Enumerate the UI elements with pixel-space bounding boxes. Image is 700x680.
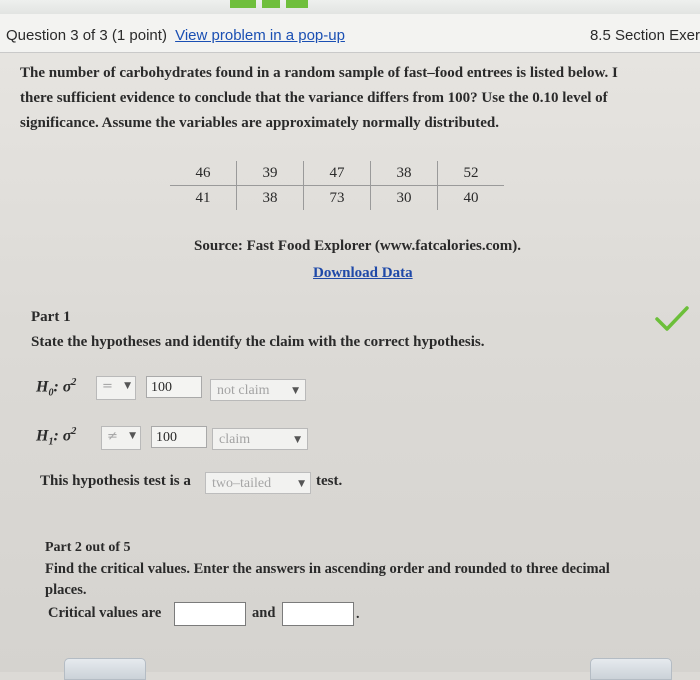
question-header [0, 14, 700, 53]
part1-title: Part 1 [31, 309, 71, 325]
h0-var: H [36, 378, 49, 396]
chevron-down-icon: ▼ [129, 431, 136, 441]
table-row [170, 161, 504, 186]
data-cell: 73 [304, 186, 371, 211]
top-strip-tab [286, 0, 308, 8]
h1-value-input[interactable]: 100 [151, 426, 207, 448]
critical-values-label: Critical values are [48, 605, 162, 621]
critical-values-period: . [356, 607, 360, 622]
data-cell: 52 [438, 161, 505, 186]
problem-statement [20, 61, 700, 136]
question-info [6, 27, 345, 44]
data-source: Source: Fast Food Explorer (www.fatcalories.com). [194, 238, 522, 254]
data-cell: 40 [463, 189, 479, 206]
h1-rest: : σ [53, 427, 72, 445]
critical-value-1-input[interactable] [174, 602, 246, 626]
question-points: (1 point) [111, 27, 167, 44]
top-strip-tab [262, 0, 280, 8]
chevron-down-icon: ▼ [124, 381, 131, 391]
part2-instruction-line: Find the critical values. Enter the answers in ascending order and rounded to three decimal [45, 561, 610, 577]
section-title: 8.5 Section Exer [589, 27, 700, 44]
data-cell: 41 [170, 186, 237, 211]
chevron-down-icon: ▼ [292, 386, 299, 396]
test-type-value: two–tailed [212, 476, 272, 491]
problem-line: The number of carbohydrates found in a random sample of fast–food entrees is listed below. I [20, 65, 618, 81]
part1-instruction: State the hypotheses and identify the claim with the correct hypothesis. [31, 334, 485, 350]
data-cell: 38 [237, 186, 304, 211]
h1-sup: 2 [71, 426, 77, 437]
h0-operator-value: = [102, 379, 113, 394]
critical-values-and: and [252, 605, 276, 621]
part2-title: Part 2 out of 5 [45, 540, 131, 555]
part2-instruction-line: places. [45, 582, 87, 598]
data-cell: 30 [371, 186, 438, 211]
chevron-down-icon: ▼ [294, 435, 301, 445]
h0-sup: 2 [71, 377, 77, 388]
chevron-down-icon: ▼ [298, 479, 305, 489]
bottom-button[interactable] [590, 658, 672, 680]
test-type-prefix: This hypothesis test is a [40, 473, 191, 489]
checkmark-icon [654, 305, 690, 333]
problem-line: there sufficient evidence to conclude that the variance differs from 100? Use the 0.10 level of [20, 90, 608, 106]
problem-line: significance. Assume the variables are approximately normally distributed. [20, 115, 500, 131]
top-strip-tab [230, 0, 256, 8]
table-row [170, 186, 504, 211]
h1-operator-select[interactable] [101, 426, 141, 450]
data-cell: 39 [237, 161, 304, 186]
problem-content [0, 53, 700, 672]
h1-claim-value: claim [219, 432, 251, 447]
carbohydrate-data-table [170, 161, 504, 210]
h0-rest: : σ [53, 378, 72, 396]
download-data-link[interactable]: Download Data [313, 265, 413, 281]
question-number: Question 3 of 3 [6, 27, 108, 44]
h1-claim-select[interactable] [212, 428, 308, 450]
h0-sub: 0 [48, 387, 54, 399]
part2-instruction [45, 559, 685, 601]
h0-claim-select[interactable] [210, 379, 306, 401]
data-cell: 38 [371, 161, 438, 186]
test-type-select[interactable] [205, 472, 311, 494]
h0-value-input[interactable]: 100 [146, 376, 202, 398]
data-cell: 47 [304, 161, 371, 186]
h0-operator-select[interactable] [96, 376, 136, 400]
bottom-button[interactable] [64, 658, 146, 680]
view-popup-link[interactable]: View problem in a pop-up [175, 27, 345, 44]
h1-label [36, 426, 76, 448]
browser-top-strip [0, 0, 700, 15]
h1-operator-value: ≠ [107, 429, 118, 444]
critical-value-2-input[interactable] [282, 602, 354, 626]
h1-var: H [36, 427, 49, 445]
h0-claim-value: not claim [217, 383, 270, 398]
data-cell: 46 [170, 161, 237, 186]
h0-label [36, 377, 76, 399]
test-type-suffix: test. [316, 473, 343, 489]
h1-sub: 1 [48, 436, 54, 448]
